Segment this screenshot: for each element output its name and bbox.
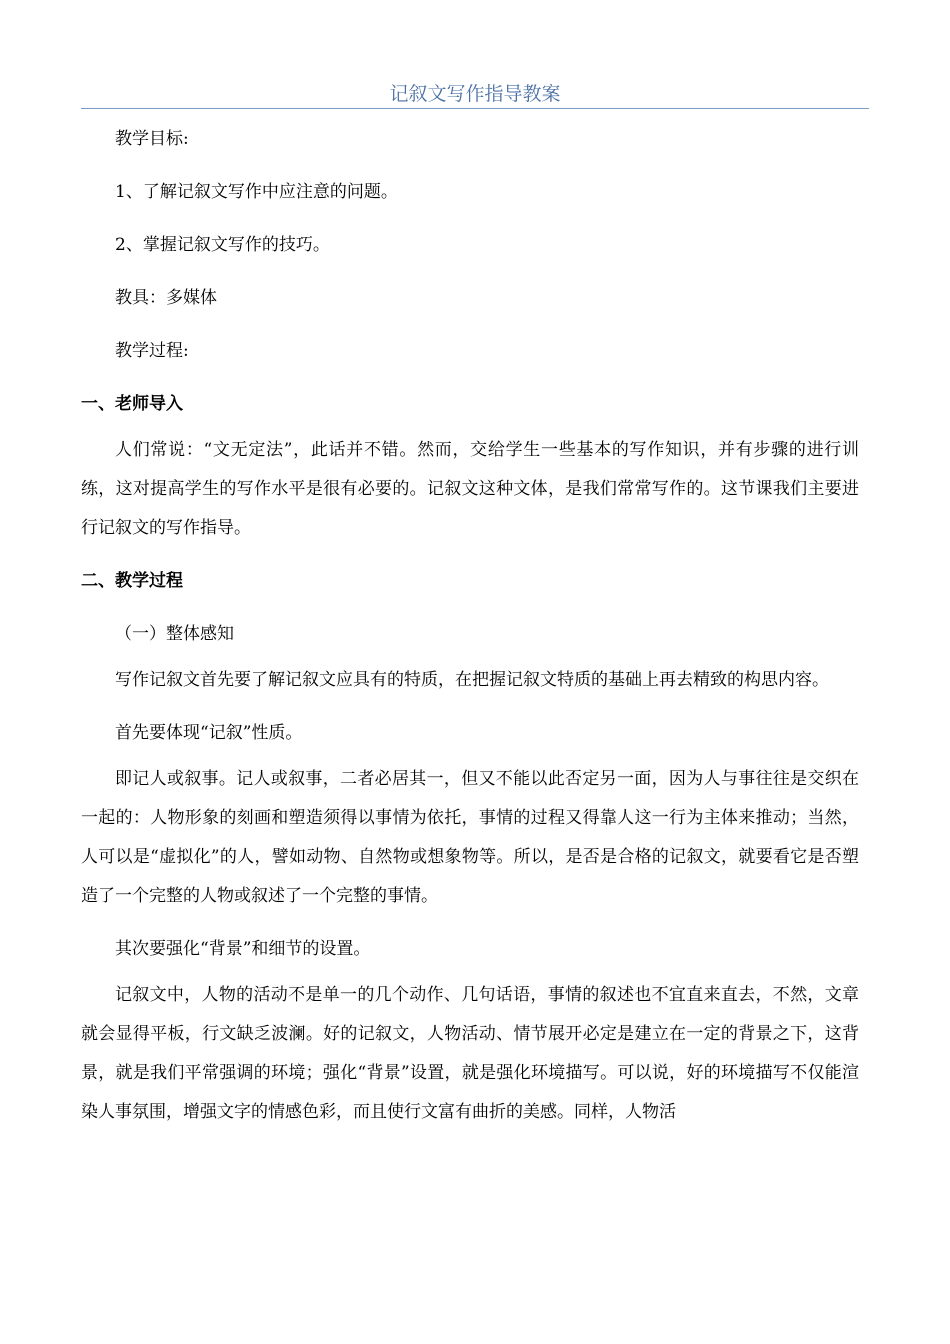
teaching-tools: 教具：多媒体 (115, 288, 217, 308)
subsection-heading-overview: （一）整体感知 (115, 624, 234, 644)
paragraph-people-events: 即记人或叙事。记人或叙事，二者必居其一，但又不能以此否定另一面，因为人与事往往是交织在一起的：人物形象的刻画和塑造须得以事情为依托，事情的过程又得靠人这一行为主体来推动；当然，人可以是“虚拟化”的人，譬如动物、自然物或想象物等。所以，是否是合格的记叙文，就要看它是否塑造了一个完整的人物或叙述了一个完整的事情。 (81, 769, 859, 906)
header-divider (81, 108, 869, 109)
paragraph-characteristics: 写作记叙文首先要了解记叙文应具有的特质，在把握记叙文特质的基础上再去精致的构思内容。 (115, 670, 829, 690)
process-label: 教学过程: (115, 341, 189, 361)
document-body (81, 124, 859, 1132)
section-heading-intro: 一、老师导入 (81, 394, 183, 414)
objective-item-2: 2、掌握记叙文写作的技巧。 (115, 235, 330, 255)
section-heading-process: 二、教学过程 (81, 571, 183, 591)
page-header-title: 记叙文写作指导教案 (389, 83, 561, 105)
paragraph-environment: 记叙文中，人物的活动不是单一的几个动作、几句话语，事情的叙述也不宜直来直去，不然，文章就会显得平板，行文缺乏波澜。好的记叙文，人物活动、情节展开必定是建立在一定的背景之下，这背景，就是我们平常强调的环境；强化“背景”设置，就是强化环境描写。可以说，好的环境描写不仅能渲染人事氛围，增强文字的情感色彩，而且使行文富有曲折的美感。同样，人物活 (81, 985, 859, 1122)
intro-paragraph: 人们常说：“文无定法”，此话并不错。然而，交给学生一些基本的写作知识，并有步骤的进行训练，这对提高学生的写作水平是很有必要的。记叙文这种文体，是我们常常写作的。这节课我们主要进行记叙文的写作指导。 (81, 440, 859, 538)
objectives-label: 教学目标: (115, 129, 189, 149)
objective-item-1: 1、了解记叙文写作中应注意的问题。 (115, 182, 398, 202)
paragraph-narrative-nature: 首先要体现“记叙”性质。 (115, 723, 303, 743)
paragraph-background-detail: 其次要强化“背景”和细节的设置。 (115, 939, 371, 959)
